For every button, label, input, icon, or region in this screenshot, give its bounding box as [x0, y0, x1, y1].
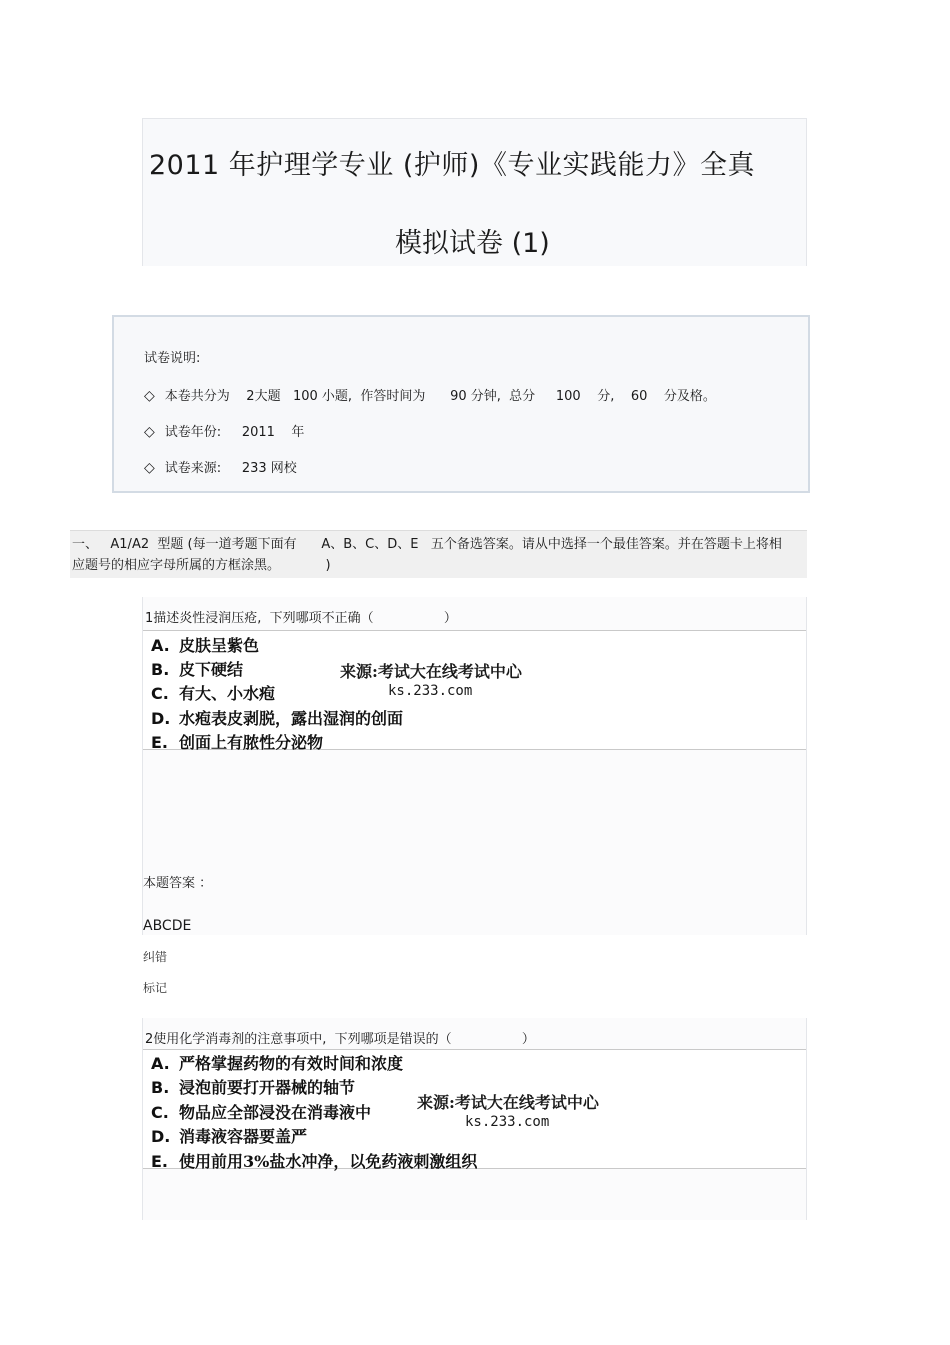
- option-a[interactable]: A. 皮肤呈紫色: [151, 636, 260, 655]
- page-title-line2: 模拟试卷 (1): [395, 228, 550, 259]
- option-b[interactable]: B. 浸泡前要打开器械的轴节: [151, 1078, 356, 1097]
- option-d[interactable]: D. 水疱表皮剥脱，露出湿润的创面: [151, 709, 404, 728]
- exam-info-item: [144, 385, 716, 404]
- answer-value: ABCDE: [143, 918, 192, 934]
- watermark-url: ks.233.com: [465, 1114, 550, 1130]
- question-card: [142, 597, 807, 935]
- section-instructions: 一、 A1/A2 型题 (每一道考题下面有 A、B、C、D、E 五个备选答案。请从中选择一个最佳答案。并在答题卡上将相应题号的相应字母所属的方框涂黑。 ): [72, 537, 782, 573]
- title-box: [142, 118, 807, 266]
- watermark-source: 来源:考试大在线考试中心: [340, 662, 522, 681]
- option-b[interactable]: B. 皮下硬结: [151, 660, 244, 679]
- option-d[interactable]: D. 消毒液容器要盖严: [151, 1127, 308, 1146]
- watermark-url: ks.233.com: [388, 683, 473, 699]
- option-e[interactable]: E. 使用前用3%盐水冲净，以免药液刺激组织: [151, 1152, 478, 1171]
- option-a[interactable]: A. 严格掌握药物的有效时间和浓度: [151, 1054, 404, 1073]
- question-options: [143, 630, 806, 750]
- answer-label: 本题答案 ：: [143, 876, 213, 891]
- exam-info-text: 试卷来源: 233 网校: [164, 461, 297, 476]
- diamond-bullet-icon: ◇: [144, 388, 155, 404]
- question-options: [143, 1049, 806, 1169]
- exam-info-text: 本卷共分为 2大题 100 小题, 作答时间为 90 分钟, 总分 100 分, 60 分及格。: [164, 389, 716, 404]
- exam-info-box: [112, 315, 810, 493]
- option-c[interactable]: C. 有大、小水疱: [151, 684, 276, 703]
- section-header: [70, 530, 807, 578]
- option-e[interactable]: E. 创面上有脓性分泌物: [151, 733, 324, 752]
- watermark-source: 来源:考试大在线考试中心: [417, 1093, 599, 1112]
- question-stem: 1描述炎性浸润压疮, 下列哪项不正确（ ）: [145, 611, 457, 626]
- mark-question-link[interactable]: 标记: [143, 981, 168, 995]
- exam-info-heading: 试卷说明:: [144, 351, 201, 366]
- exam-info-item: [144, 421, 304, 440]
- question-card: [142, 1018, 807, 1220]
- option-c[interactable]: C. 物品应全部浸没在消毒液中: [151, 1103, 372, 1122]
- diamond-bullet-icon: ◇: [144, 424, 155, 440]
- exam-info-item: [144, 457, 297, 476]
- exam-info-text: 试卷年份: 2011 年: [164, 425, 305, 440]
- page-title-line1: 2011 年护理学专业 (护师)《专业实践能力》全真: [149, 150, 755, 181]
- report-error-link[interactable]: 纠错: [143, 950, 168, 964]
- diamond-bullet-icon: ◇: [144, 460, 155, 476]
- question-stem: 2使用化学消毒剂的注意事项中, 下列哪项是错误的（ ）: [145, 1032, 535, 1047]
